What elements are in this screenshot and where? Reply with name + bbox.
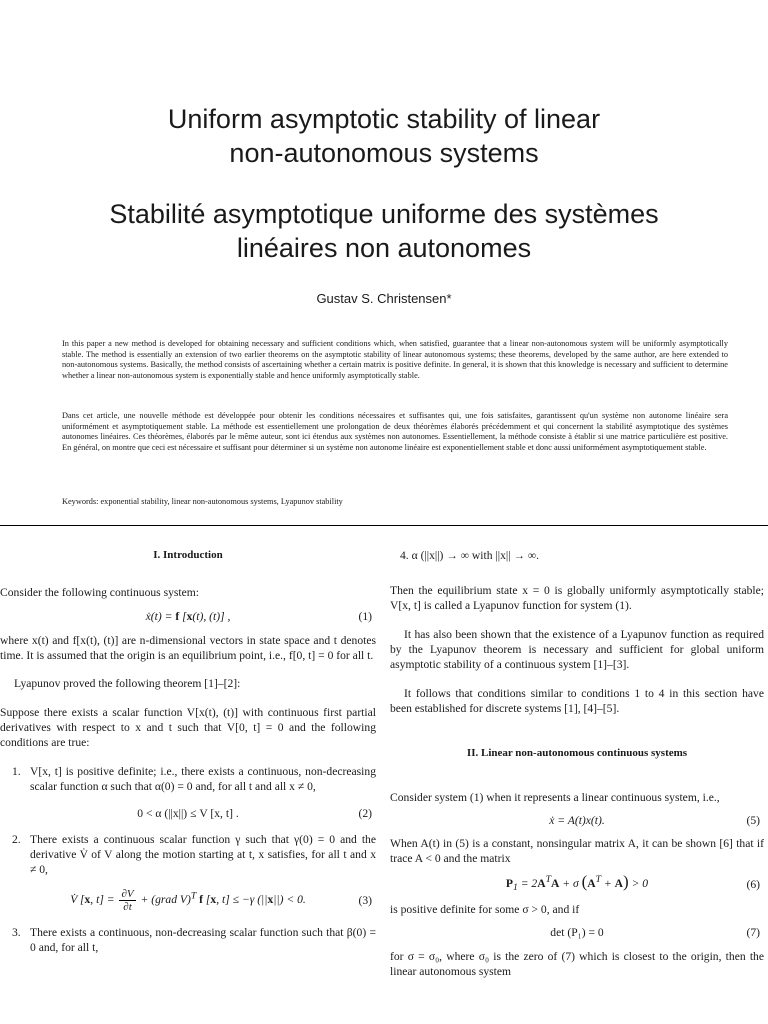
- paragraph: Consider the following continuous system:: [0, 586, 200, 599]
- list-item-2: [0, 832, 376, 877]
- title-en-line1: Uniform asymptotic stability of linear: [167, 104, 601, 134]
- equation-1: [0, 607, 376, 625]
- right-column: [390, 548, 764, 979]
- equation-5-number: (5): [746, 813, 760, 827]
- list-number: 1.: [12, 765, 21, 778]
- paragraph: for σ = σ₀, where σ₀ is the zero of (7) which is closest to the origin, then the linear autonomous system: [390, 950, 764, 978]
- keywords: Keywords: exponential stability, linear non-autonomous systems, Lyapunov stability: [62, 497, 343, 506]
- paragraph: where x(t) and f[x(t), (t)] are n-dimensional vectors in state space and t denotes time. It is assumed that the origin is an equilibrium point, i.e., f[0, t] = 0 for all t.: [0, 634, 376, 662]
- equation-7: [390, 923, 764, 941]
- divider: [0, 525, 768, 526]
- list-item-4: 4. α (||x||) → ∞ with ||x|| → ∞.: [400, 549, 540, 562]
- list-number: 3.: [12, 926, 21, 939]
- equation-7-number: (7): [746, 925, 760, 939]
- list-text: V[x, t] is positive definite; i.e., there exists a continuous, non-decreasing scalar function α such that α(0) = 0 and, for all t and all x ≠ 0,: [30, 765, 376, 793]
- list-text: There exists a continuous scalar function γ such that γ(0) = 0 and the derivative V̇ of V along the motion starting at t, x satisfies, for all t and x ≠ 0,: [30, 833, 376, 876]
- author: Gustav S. Christensen*: [316, 291, 452, 306]
- list-number: 2.: [12, 833, 21, 846]
- abstract-french: Dans cet article, une nouvelle méthode est développée pour obtenir les conditions nécessaires et suffisantes qui, une fois satisfaites, garantissent qu'un système non autonome linéaire sera uniformément et asymptotiquement stable. La méthode est essentiellement une prolongation de deux théorèmes élaborés précédemment et qui concernent la stabilité asymptotique des systèmes autonomes linéaires. Ces théorèmes, élaborés par le même auteur, sont ici étendus aux systèmes non autonomes. Essentiellement, la méthode consiste à établir si une matrice particulière est positive. En général, on montre que ceci est nécessaire et suffisant pour déterminer si un système non autonome linéaire est exponentiellement stable et donc aussi uniformément asymptotiquement stable.: [62, 411, 728, 452]
- paragraph: Suppose there exists a scalar function V[x(t), (t)] with continuous first partial derivatives with respect to x and t such that V[0, t] = 0 and the following conditions are true:: [0, 706, 376, 749]
- equation-3-body: V̇ [x, t] = $\frac{\partial V}{\partial t}$ + (grad V)$^T$ f [x, t] ≤ −γ (||x||) < 0.: [70, 887, 306, 913]
- paragraph: Then the equilibrium state x = 0 is globally uniformly asymptotically stable; V[x, t] is called a Lyapunov function for system (1).: [390, 584, 764, 612]
- title-fr-line2: linéaires non autonomes: [236, 233, 532, 263]
- equation-3: [0, 883, 376, 917]
- equation-7-body: det (P₁) = 0: [550, 925, 604, 939]
- paragraph: It follows that conditions similar to conditions 1 to 4 in this section have been established for discrete systems [1], [4]–[5].: [390, 687, 764, 715]
- equation-6-number: (6): [746, 877, 760, 891]
- equation-5: [390, 811, 764, 829]
- equation-5-body: ẋ = A(t)x(t).: [549, 813, 605, 827]
- section-1-heading: I. Introduction: [153, 549, 223, 561]
- title-fr-line1: Stabilité asymptotique uniforme des systèmes: [109, 199, 659, 229]
- equation-1-number: (1): [358, 609, 372, 623]
- paragraph: Consider system (1) when it represents a linear continuous system, i.e.,: [390, 791, 720, 804]
- equation-6-body: $P_1 = 2A^TA + \sigma$ $(A^T + A) > 0$: [505, 872, 649, 894]
- title-en-line2: non-autonomous systems: [229, 138, 539, 168]
- left-column: [0, 548, 376, 955]
- equation-1-body: ẋ(t) = f [x(t), (t)] ,: [145, 609, 231, 623]
- equation-6: [390, 870, 764, 898]
- list-item-1: [0, 764, 376, 794]
- section-2-heading: II. Linear non-autonomous continuous systems: [466, 747, 688, 759]
- abstract-english: In this paper a new method is developed for obtaining necessary and sufficient conditions which, when satisfied, guarantee that a linear non-autonomous system will be uniformly asymptotically stable. The method is essentially an extension of two earlier theorems on the asymptotic stability of linear autonomous systems; these theorems, developed by the same author, are here extended to non-autonomous systems. Basically, the method consists of ascertaining whether a certain matrix is positive definite. In general, it is shown that this knowledge is necessary and sufficient to determine whether a linear non-autonomous system is exponentially stable and hence uniformly asymptotically stable.: [62, 339, 728, 380]
- equation-2-number: (2): [358, 806, 372, 820]
- equation-2: [0, 804, 376, 822]
- paragraph: It has also been shown that the existence of a Lyapunov function as required by the Lyapunov theorem is necessary and sufficient for global uniform asymptotic stability of a continuous system [1]–[3].: [390, 628, 764, 671]
- paragraph: is positive definite for some σ > 0, and if: [390, 903, 580, 916]
- list-text: There exists a continuous, non-decreasing scalar function such that β(0) = 0 and, for all t,: [30, 926, 376, 954]
- list-item-3: [0, 925, 376, 955]
- equation-2-body: 0 < α (||x||) ≤ V [x, t] .: [137, 806, 239, 820]
- paragraph: Lyapunov proved the following theorem [1]–[2]:: [14, 677, 241, 690]
- paragraph: When A(t) in (5) is a constant, nonsingular matrix A, it can be shown [6] that if trace A < 0 and the matrix: [390, 837, 764, 865]
- equation-3-number: (3): [358, 893, 372, 907]
